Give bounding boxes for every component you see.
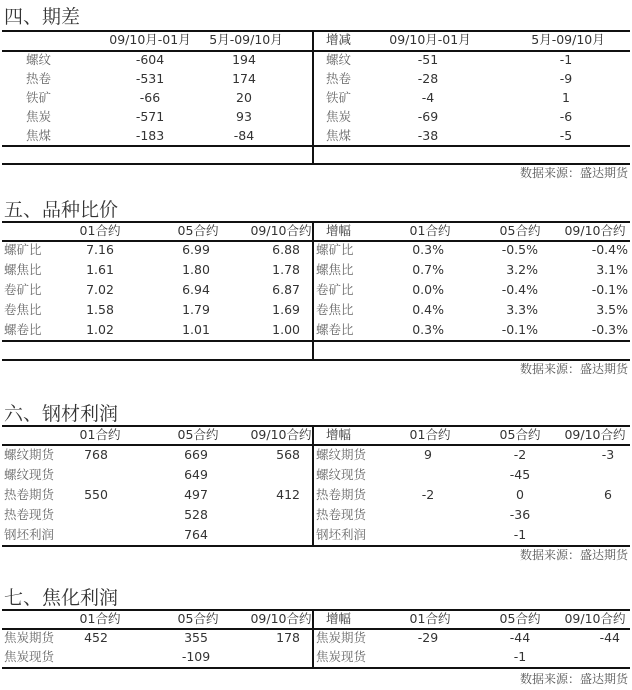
col-header: 09/10月-01月 xyxy=(389,32,471,47)
row-label: 焦炭期货 xyxy=(316,630,367,645)
cell-value: 6.99 xyxy=(182,242,210,257)
cell-value: 568 xyxy=(276,447,300,462)
row-label: 卷焦比 xyxy=(316,302,354,317)
cell-value: -604 xyxy=(135,52,165,67)
cell-value: -531 xyxy=(135,71,165,86)
col-header: 5月-09/10月 xyxy=(209,32,283,47)
cell-value: -5 xyxy=(559,128,573,143)
col-header: 05合约 xyxy=(177,223,219,238)
cell-value: -2 xyxy=(513,447,527,462)
col-header: 5月-09/10月 xyxy=(531,32,605,47)
cell-value: -45 xyxy=(509,467,531,482)
data-source: 数据来源：盛达期货 xyxy=(519,548,628,562)
row-label: 钢坯利润 xyxy=(316,527,367,542)
row-label: 铁矿 xyxy=(326,90,352,105)
row-label: 螺纹期货 xyxy=(4,447,55,462)
col-header: 01合约 xyxy=(409,223,451,238)
section-spread xyxy=(0,0,632,185)
cell-value: 7.02 xyxy=(86,282,114,297)
row-label: 螺焦比 xyxy=(316,262,354,277)
data-source: 数据来源：盛达期货 xyxy=(519,166,628,180)
cell-value: 0.7% xyxy=(412,262,444,277)
table-row-border xyxy=(2,145,630,147)
cell-value: -183 xyxy=(135,128,165,143)
row-label: 螺纹现货 xyxy=(4,467,55,482)
cell-value: 3.2% xyxy=(506,262,538,277)
cell-value: 9 xyxy=(424,447,432,462)
col-header: 01合约 xyxy=(79,427,121,442)
col-header: 09/10合约 xyxy=(564,611,626,626)
col-header: 09/10合约 xyxy=(250,223,312,238)
col-header: 增幅 xyxy=(326,427,352,442)
col-header: 01合约 xyxy=(79,611,121,626)
row-label: 螺纹期货 xyxy=(316,447,367,462)
cell-value: 1.00 xyxy=(272,322,300,337)
cell-value: 1.01 xyxy=(182,322,210,337)
cell-value: -28 xyxy=(417,71,439,86)
cell-value: -6 xyxy=(559,109,573,124)
cell-value: -29 xyxy=(417,630,439,645)
row-label: 螺纹现货 xyxy=(316,467,367,482)
cell-value: -84 xyxy=(233,128,255,143)
cell-value: 649 xyxy=(184,467,208,482)
cell-value: 452 xyxy=(84,630,108,645)
cell-value: -2 xyxy=(421,487,435,502)
cell-value: 20 xyxy=(236,90,252,105)
section-ratio xyxy=(0,194,632,380)
col-header: 05合约 xyxy=(177,611,219,626)
row-label: 螺卷比 xyxy=(316,322,354,337)
col-header: 05合约 xyxy=(499,223,541,238)
cell-value: 412 xyxy=(276,487,300,502)
cell-value: 1 xyxy=(562,90,570,105)
col-header: 09/10合约 xyxy=(564,223,626,238)
cell-value: 1.69 xyxy=(272,302,300,317)
cell-value: -69 xyxy=(417,109,439,124)
cell-value: 1.78 xyxy=(272,262,300,277)
row-label: 热卷 xyxy=(326,71,352,86)
row-label: 卷矿比 xyxy=(316,282,354,297)
cell-value: -0.4% xyxy=(501,282,538,297)
cell-value: -0.1% xyxy=(591,282,628,297)
section-steel-profit xyxy=(0,400,632,570)
cell-value: -1 xyxy=(559,52,573,67)
data-source: 数据来源：盛达期货 xyxy=(519,672,628,686)
col-header: 05合约 xyxy=(499,611,541,626)
cell-value: 3.1% xyxy=(596,262,628,277)
col-header: 09/10月-01月 xyxy=(109,32,191,47)
cell-value: -1 xyxy=(513,649,527,664)
col-header: 05合约 xyxy=(499,427,541,442)
cell-value: -44 xyxy=(509,630,531,645)
row-label: 焦煤 xyxy=(326,128,352,143)
row-label: 焦炭 xyxy=(26,109,52,124)
cell-value: 528 xyxy=(184,507,208,522)
col-header: 增幅 xyxy=(326,611,352,626)
row-label: 焦炭现货 xyxy=(4,649,55,664)
col-header: 09/10合约 xyxy=(250,611,312,626)
cell-value: -44 xyxy=(599,630,620,645)
col-header: 增减 xyxy=(326,32,352,47)
cell-value: 0.0% xyxy=(412,282,444,297)
cell-value: -0.3% xyxy=(591,322,628,337)
cell-value: 355 xyxy=(184,630,208,645)
cell-value: -0.1% xyxy=(501,322,538,337)
cell-value: 764 xyxy=(184,527,208,542)
row-label: 螺纹 xyxy=(326,52,352,67)
cell-value: 1.61 xyxy=(86,262,114,277)
cell-value: -0.5% xyxy=(501,242,538,257)
cell-value: 6.94 xyxy=(182,282,210,297)
section-title: 五、品种比价 xyxy=(4,199,119,221)
row-label: 螺矿比 xyxy=(316,242,354,257)
row-label: 螺卷比 xyxy=(4,322,42,337)
cell-value: 1.58 xyxy=(86,302,114,317)
section-title: 四、期差 xyxy=(4,6,81,28)
col-header: 09/10合约 xyxy=(250,427,312,442)
row-label: 螺矿比 xyxy=(4,242,42,257)
col-header: 09/10合约 xyxy=(564,427,626,442)
col-header: 05合约 xyxy=(177,427,219,442)
cell-value: 7.16 xyxy=(86,242,114,257)
col-header: 01合约 xyxy=(409,611,451,626)
row-label: 焦炭期货 xyxy=(4,630,55,645)
row-label: 热卷期货 xyxy=(316,487,367,502)
table-bottom-border xyxy=(2,667,630,669)
row-label: 热卷现货 xyxy=(4,507,55,522)
cell-value: 6.88 xyxy=(272,242,300,257)
cell-value: -4 xyxy=(421,90,435,105)
cell-value: -0.4% xyxy=(591,242,628,257)
cell-value: 6.87 xyxy=(272,282,300,297)
cell-value: 174 xyxy=(232,71,256,86)
section-coking-profit xyxy=(0,584,632,690)
cell-value: 0.3% xyxy=(412,322,444,337)
cell-value: -3 xyxy=(601,447,615,462)
row-label: 铁矿 xyxy=(26,90,52,105)
cell-value: 178 xyxy=(276,630,300,645)
cell-value: 0.4% xyxy=(412,302,444,317)
cell-value: 1.02 xyxy=(86,322,114,337)
data-source: 数据来源：盛达期货 xyxy=(519,362,628,376)
cell-value: 6 xyxy=(604,487,612,502)
row-label: 卷焦比 xyxy=(4,302,42,317)
cell-value: 3.5% xyxy=(596,302,628,317)
cell-value: 0.3% xyxy=(412,242,444,257)
cell-value: 1.80 xyxy=(182,262,210,277)
cell-value: 0 xyxy=(516,487,524,502)
row-label: 热卷 xyxy=(26,71,52,86)
row-label: 焦炭 xyxy=(326,109,352,124)
row-label: 螺纹 xyxy=(26,52,52,67)
section-title: 七、焦化利润 xyxy=(4,587,119,609)
cell-value: 194 xyxy=(232,52,256,67)
cell-value: -571 xyxy=(135,109,165,124)
section-title: 六、钢材利润 xyxy=(4,403,119,425)
table-row-border xyxy=(2,340,630,342)
cell-value: 1.79 xyxy=(182,302,210,317)
row-label: 热卷现货 xyxy=(316,507,367,522)
cell-value: -51 xyxy=(417,52,439,67)
col-header: 01合约 xyxy=(79,223,121,238)
cell-value: 550 xyxy=(84,487,108,502)
cell-value: -66 xyxy=(139,90,161,105)
row-label: 螺焦比 xyxy=(4,262,42,277)
cell-value: -109 xyxy=(181,649,211,664)
row-label: 焦炭现货 xyxy=(316,649,367,664)
row-label: 卷矿比 xyxy=(4,282,42,297)
row-label: 热卷期货 xyxy=(4,487,55,502)
col-header: 01合约 xyxy=(409,427,451,442)
cell-value: 3.3% xyxy=(506,302,538,317)
col-header: 增幅 xyxy=(326,223,352,238)
row-label: 钢坯利润 xyxy=(4,527,55,542)
cell-value: 93 xyxy=(236,109,252,124)
cell-value: -36 xyxy=(509,507,531,522)
cell-value: -38 xyxy=(417,128,439,143)
cell-value: 768 xyxy=(84,447,108,462)
cell-value: -9 xyxy=(559,71,573,86)
row-label: 焦煤 xyxy=(26,128,52,143)
cell-value: 669 xyxy=(184,447,208,462)
cell-value: 497 xyxy=(184,487,208,502)
cell-value: -1 xyxy=(513,527,527,542)
